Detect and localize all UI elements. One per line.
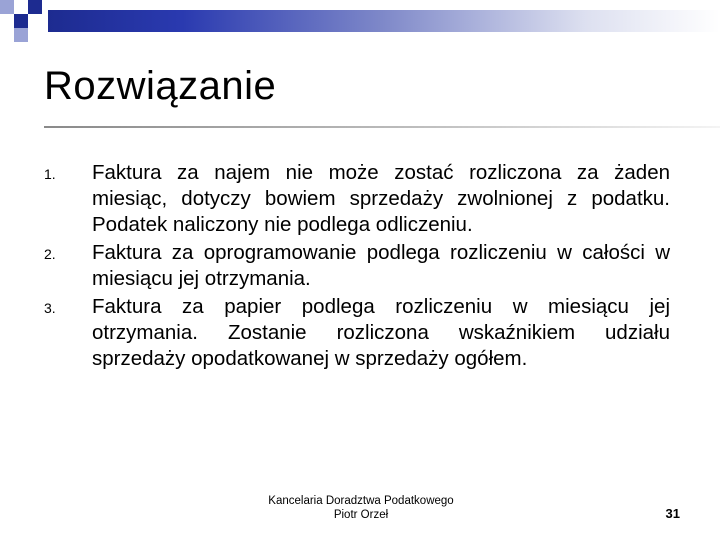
footer-organization <box>230 494 492 522</box>
footer-line-2: Piotr Orzeł <box>333 509 389 521</box>
list-item-number: 2. <box>44 246 56 262</box>
list-item-text: Faktura za najem nie może zostać rozliczona za żaden miesiąc, dotyczy bowiem sprzedaży zwolnionej z podatku. Podatek naliczony nie podlega odliczeniu. <box>92 161 670 236</box>
list-item-text: Faktura za papier podlega rozliczeniu w miesiącu jej otrzymania. Zostanie rozliczona wskaźnikiem udziału sprzedaży opodatkowanej w sprzedaży ogółem. <box>92 295 670 370</box>
header-gradient-bar <box>48 10 720 32</box>
list-item-text: Faktura za oprogramowanie podlega rozliczeniu w całości w miesiącu jej otrzymania. <box>92 241 670 290</box>
slide-title: Rozwiązanie <box>44 64 277 108</box>
list-item-number: 3. <box>44 300 56 316</box>
page-number: 31 <box>665 506 680 521</box>
list-item-number: 1. <box>44 166 56 182</box>
footer-line-1: Kancelaria Doradztwa Podatkowego <box>268 495 454 507</box>
title-divider <box>44 126 720 128</box>
